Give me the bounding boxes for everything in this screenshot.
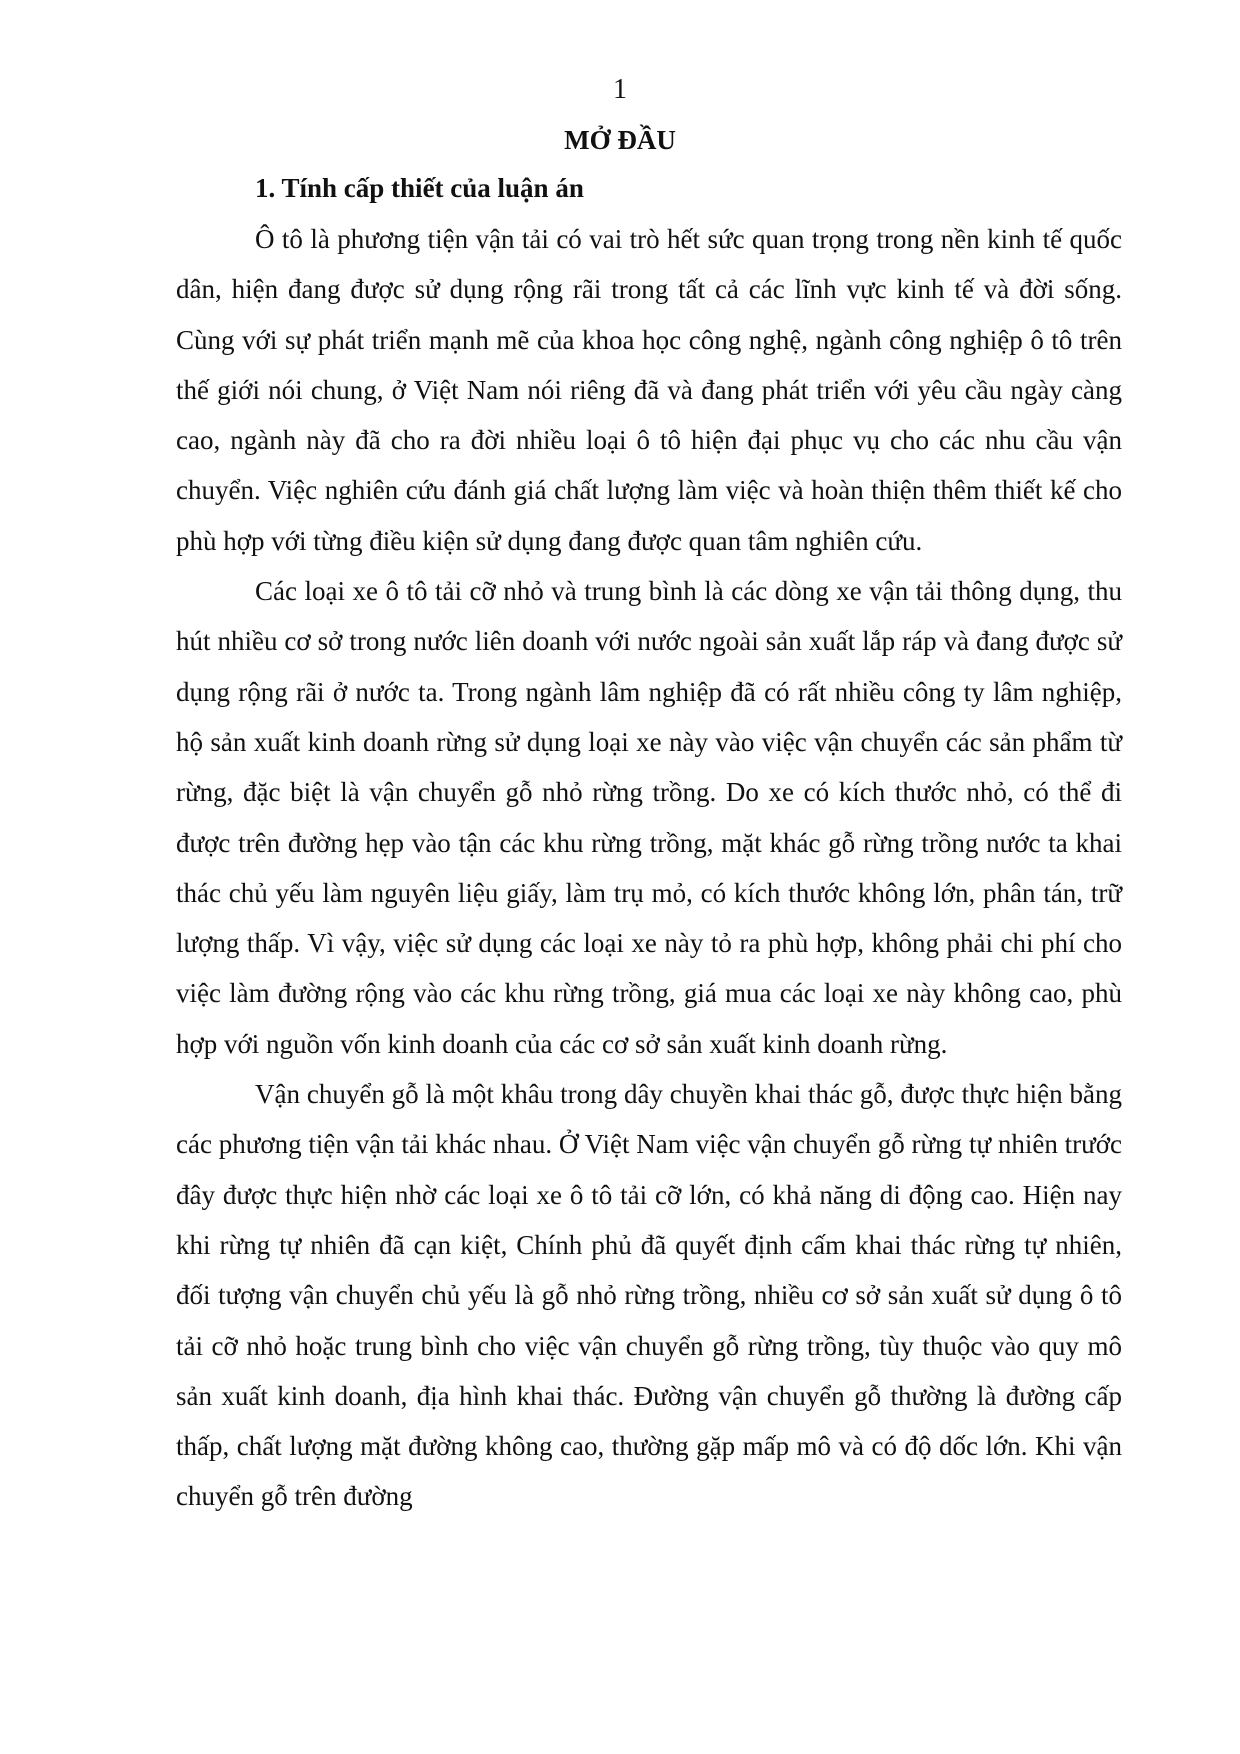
paragraph: Vận chuyển gỗ là một khâu trong dây chuyền khai thác gỗ, được thực hiện bằng các phương tiện vận tải khác nhau. Ở Việt Nam việc vận chuyển gỗ rừng tự nhiên trước đây được thực hiện nhờ các loại xe ô tô tải cỡ lớn, có khả năng di động cao. Hiện nay khi rừng tự nhiên đã cạn kiệt, Chính phủ đã quyết định cấm khai thác rừng tự nhiên, đối tượng vận chuyển chủ yếu là gỗ nhỏ rừng trồng, nhiều cơ sở sản xuất sử dụng ô tô tải cỡ nhỏ hoặc trung bình cho việc vận chuyển gỗ rừng trồng, tùy thuộc vào quy mô sản xuất kinh doanh, địa hình khai thác. Đường vận chuyển gỗ thường là đường cấp thấp, chất lượng mặt đường không cao, thường gặp mấp mô và có độ dốc lớn. Khi vận chuyển gỗ trên đường — [176, 1079, 1122, 1512]
chapter-heading: MỞ ĐẦU — [564, 125, 676, 155]
paragraph: Các loại xe ô tô tải cỡ nhỏ và trung bình là các dòng xe vận tải thông dụng, thu hút nhiều cơ sở trong nước liên doanh với nước ngoài sản xuất lắp ráp và đang được sử dụng rộng rãi ở nước ta. Trong ngành lâm nghiệp đã có rất nhiều công ty lâm nghiệp, hộ sản xuất kinh doanh rừng sử dụng loại xe này vào việc vận chuyển các sản phẩm từ rừng, đặc biệt là vận chuyển gỗ nhỏ rừng trồng. Do xe có kích thước nhỏ, có thể đi được trên đường hẹp vào tận các khu rừng trồng, mặt khác gỗ rừng trồng nước ta khai thác chủ yếu làm nguyên liệu giấy, làm trụ mỏ, có kích thước không lớn, phân tán, trữ lượng thấp. Vì vậy, việc sử dụng các loại xe này tỏ ra phù hợp, không phải chi phí cho việc làm đường rộng vào các khu rừng trồng, giá mua các loại xe này không cao, phù hợp với nguồn vốn kinh doanh của các cơ sở sản xuất kinh doanh rừng. — [176, 576, 1122, 1059]
paragraph: Ô tô là phương tiện vận tải có vai trò hết sức quan trọng trong nền kinh tế quốc dân, hiện đang được sử dụng rộng rãi trong tất cả các lĩnh vực kinh tế và đời sống. Cùng với sự phát triển mạnh mẽ của khoa học công nghệ, ngành công nghiệp ô tô trên thế giới nói chung, ở Việt Nam nói riêng đã và đang phát triển với yêu cầu ngày càng cao, ngành này đã cho ra đời nhiều loại ô tô hiện đại phục vụ cho các nhu cầu vận chuyển. Việc nghiên cứu đánh giá chất lượng làm việc và hoàn thiện thêm thiết kế cho phù hợp với từng điều kiện sử dụng đang được quan tâm nghiên cứu. — [176, 224, 1122, 556]
page-number: 1 — [613, 74, 627, 105]
body-text — [176, 214, 1122, 1522]
section-title: 1. Tính cấp thiết của luận án — [255, 173, 584, 203]
